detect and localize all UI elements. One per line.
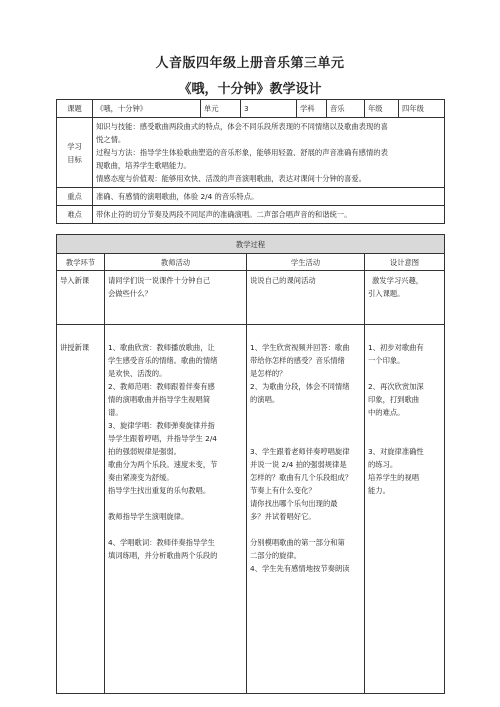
header-student: 学生活动 xyxy=(247,254,365,271)
teacher-line: 填词练唱，并分析歌曲两个乐段的 xyxy=(108,551,218,560)
intent-line: 3、对旋律准确性 xyxy=(368,447,424,456)
topic-value: 《哦，十分钟》 xyxy=(93,100,201,118)
difficulties-label: 难点 xyxy=(57,206,93,224)
process-title: 教学过程 xyxy=(57,235,445,254)
difficulties-row xyxy=(57,206,445,224)
teacher-line: 1、歌曲欣赏：教师播放歌曲，让 xyxy=(108,343,215,352)
main-stage: 讲授新课 xyxy=(57,325,105,694)
student-line: 节奏上有什么变化？ xyxy=(250,486,316,495)
key-points-value: 准确、有感情的演唱歌曲，体验 2/4 的音乐特点。 xyxy=(93,188,445,206)
student-line: 带给你怎样的感受？音乐情绪 xyxy=(250,356,345,365)
goal-line: 现歌曲，培养学生歌唱能力。 xyxy=(96,161,191,170)
teacher-line: 奏由紧凑变为舒缓。 xyxy=(108,473,174,482)
subject-label: 学科 xyxy=(297,100,327,118)
goals-label: 学习 目标 xyxy=(57,118,93,188)
lesson-info-table xyxy=(56,99,445,224)
meta-row xyxy=(57,100,445,118)
intent-line: 培养学生的视唱 xyxy=(368,473,420,482)
intent-line: 能力。 xyxy=(368,486,390,495)
student-line: 3、学生跟着老师伴奏哼唱旋律 xyxy=(250,447,350,456)
goal-line: 过程与方法：指导学生体验歌曲塑造的音乐形象，能够用轻盈、舒展的声音准确有感情的表 xyxy=(96,148,388,157)
intent-line: 印象，打到歌曲 xyxy=(368,395,420,404)
student-line: 分别模唱歌曲的第一部分和第 xyxy=(250,538,345,547)
student-line: 2、为歌曲分段，体会不同情绪 xyxy=(250,382,350,391)
main-intent xyxy=(365,325,445,694)
main-student xyxy=(247,325,365,694)
intro-intent: 激发学习兴趣， 引入课题。 xyxy=(365,271,445,325)
student-line: 1、学生欣赏视频并回答：歌曲 xyxy=(250,343,350,352)
goal-line: 情感态度与价值观：能够用欢快、活泼的声音演唱歌曲，表达对课间十分钟的喜爱。 xyxy=(96,174,366,183)
teacher-line: 情的演唱歌曲并指导学生视唱简 xyxy=(108,395,211,404)
teacher-line: 谱。 xyxy=(108,408,123,417)
teacher-line: 4、学唱歌词：教师伴奏指导学生 xyxy=(108,538,215,547)
teacher-line: 是欢快、活泼的。 xyxy=(108,369,167,378)
student-line: 请你找出哪个乐句出现的最 xyxy=(250,499,338,508)
unit-label: 单元 xyxy=(201,100,241,118)
goals-row xyxy=(57,118,445,188)
student-line: 的演唱。 xyxy=(250,395,280,404)
header-stage: 教学环节 xyxy=(57,254,105,271)
main-teacher xyxy=(105,325,247,694)
intro-stage: 导入新课 xyxy=(57,271,105,325)
header-teacher: 教师活动 xyxy=(105,254,247,271)
student-line: 并说一说 2/4 拍的强弱规律是 xyxy=(250,460,347,469)
intro-student: 说说自己的课间活动 xyxy=(247,271,365,325)
teacher-line: 指导学生找出重复的乐句教唱。 xyxy=(108,486,211,495)
process-title-row xyxy=(57,235,445,254)
header-intent: 设计意图 xyxy=(365,254,445,271)
process-header-row xyxy=(57,254,445,271)
topic-label: 课题 xyxy=(57,100,93,118)
document-subtitle: 《哦，十分钟》教学设计 xyxy=(178,82,322,97)
teacher-line: 拍的强弱规律是强弱。 xyxy=(108,447,181,456)
student-line: 多？并试着唱好它。 xyxy=(250,512,316,521)
teacher-line: 2、教师范唱：教师跟着伴奏有感 xyxy=(108,382,215,391)
difficulties-value: 带休止符的切分节奏及两段不同尾声的准确演唱。二声部合唱声音的和谐统一。 xyxy=(93,206,445,224)
student-line: 4、学生先有感情地按节奏朗读 xyxy=(250,564,350,573)
student-line: 是怎样的？ xyxy=(250,369,287,378)
teacher-line: 导学生跟着哼唱，并指导学生 2/4 xyxy=(108,434,217,443)
subject-value: 音乐 xyxy=(327,100,365,118)
goal-line: 知识与技能：感受歌曲两段曲式的特点，体会不同乐段所表现的不同情绪以及歌曲表现的喜 xyxy=(96,122,388,131)
intro-row xyxy=(57,271,445,325)
goal-line: 悦之情。 xyxy=(96,135,126,144)
key-points-label: 重点 xyxy=(57,188,93,206)
intent-line: 1、初步对歌曲有 xyxy=(368,343,424,352)
intent-line: 的练习。 xyxy=(368,460,398,469)
teaching-process-table xyxy=(56,234,445,694)
intro-teacher: 请同学们说一说课件十分钟自己 会做些什么？ xyxy=(105,271,247,325)
intent-line: 2、再次欣赏加深 xyxy=(368,382,424,391)
student-line: 怎样的？歌曲有几个乐段组成？ xyxy=(250,473,353,482)
teacher-line: 3、旋律学唱：教师弹奏旋律并指 xyxy=(108,421,215,430)
document-title: 人音版四年级上册音乐第三单元 xyxy=(155,56,345,71)
grade-label: 年级 xyxy=(365,100,399,118)
grade-value: 四年级 xyxy=(399,100,445,118)
intent-line: 一个印象。 xyxy=(368,356,405,365)
goals-content xyxy=(93,118,445,188)
main-row xyxy=(57,325,445,694)
key-points-row xyxy=(57,188,445,206)
intent-line: 中的难点。 xyxy=(368,408,405,417)
teacher-line: 歌曲分为两个乐段。速度未变，节 xyxy=(108,460,218,469)
teacher-line: 教师指导学生演唱旋律。 xyxy=(108,512,189,521)
student-line: 二部分的旋律。 xyxy=(250,551,302,560)
unit-value: 3 xyxy=(241,100,297,118)
teacher-line: 学生感受音乐的情绪。歌曲的情绪 xyxy=(108,356,218,365)
